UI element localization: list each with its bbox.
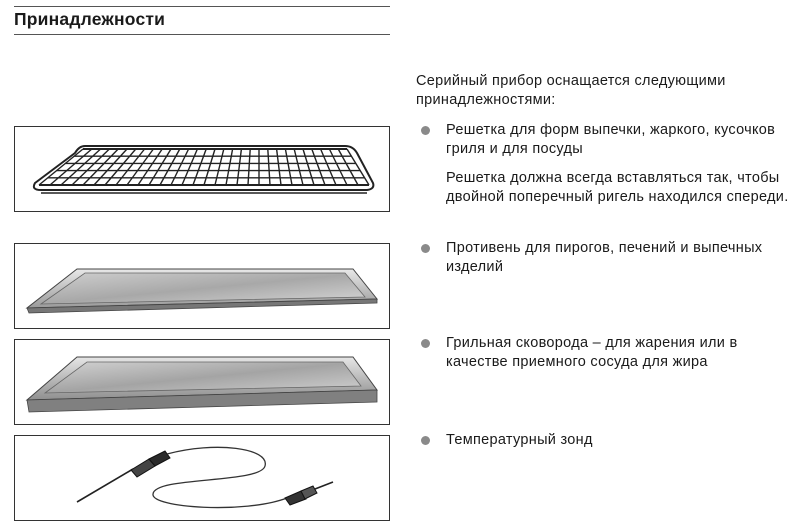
rack-illustration-box: [14, 126, 390, 212]
list-item-rack: [446, 121, 796, 207]
list-item-grill-pan: [446, 334, 796, 372]
list-item-text: Грильная сковорода – для жарения или в качестве приемного сосуда для жира: [446, 335, 738, 370]
header-rule-bottom: [14, 34, 390, 35]
list-item-tray: [446, 239, 796, 277]
bullet-icon: [421, 436, 430, 445]
list-item-probe: [446, 431, 796, 450]
probe-illustration-box: [14, 435, 390, 521]
temperature-probe-icon: [15, 436, 391, 522]
wire-rack-icon: [15, 127, 391, 213]
list-item-note: Решетка должна всегда вставляться так, чтобы двойной поперечный ригель находился спереди.: [446, 170, 789, 205]
bullet-icon: [421, 244, 430, 253]
bullet-icon: [421, 126, 430, 135]
tray-illustration-box: [14, 243, 390, 329]
baking-tray-icon: [15, 244, 391, 330]
grill-pan-illustration-box: [14, 339, 390, 425]
grill-pan-icon: [15, 340, 391, 426]
page-title: Принадлежности: [14, 9, 166, 29]
list-item-text: Противень для пирогов, печений и выпечных изделий: [446, 240, 763, 275]
intro-text: Серийный прибор оснащается следующими принадлежностями:: [416, 73, 726, 108]
bullet-icon: [421, 339, 430, 348]
list-item-text: Решетка для форм выпечки, жаркого, кусочков гриля и для посуды: [446, 122, 776, 157]
header-rule-top: [14, 6, 390, 7]
list-item-text: Температурный зонд: [446, 432, 593, 448]
